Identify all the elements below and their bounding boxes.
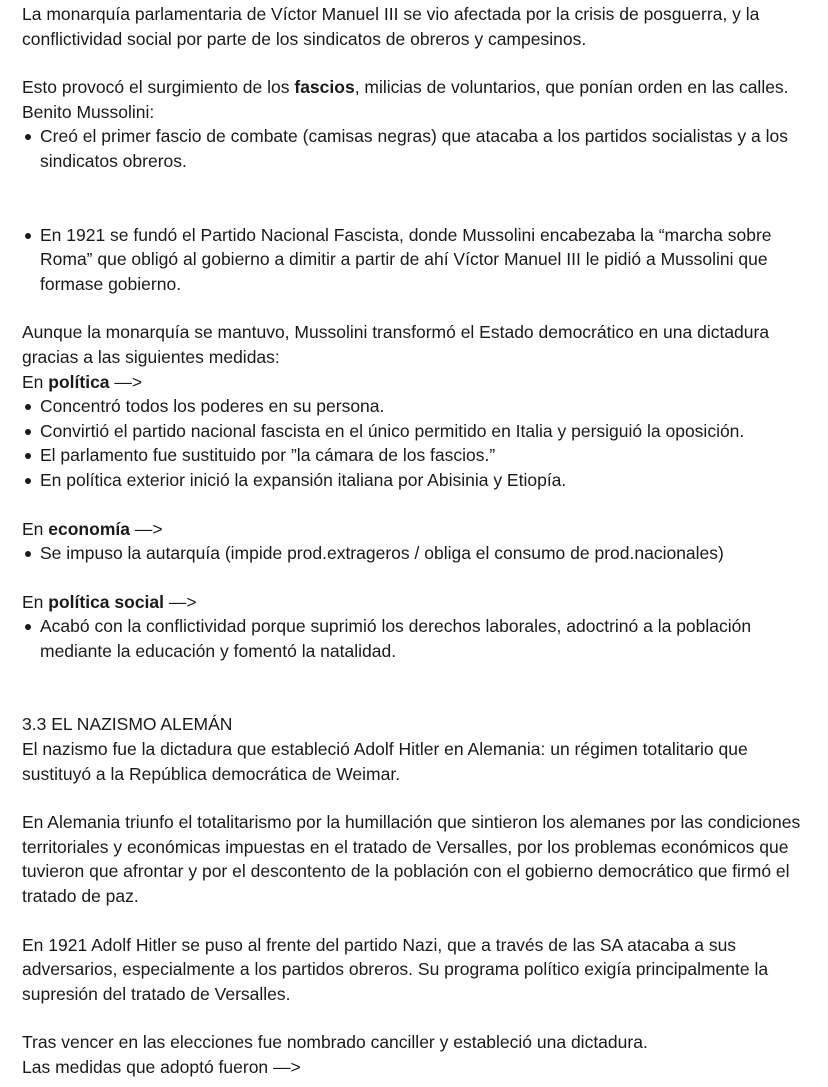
nazismo-paragraph-2: En Alemania triunfo el totalitarismo por la humillación que sintieron los alemanes por las condiciones territoriales y económicas impuestas en el tratado de Versalles, por los problemas económicos que tuvieron que afrontar y por el descontento de la población con el gobierno democrático que firmó el tratado de paz. (22, 812, 801, 907)
list-item: Concentró todos los poderes en su persona. (22, 394, 814, 419)
nazismo-paragraph-1: El nazismo fue la dictadura que estableció Adolf Hitler en Alemania: un régimen totalitario que sustituyó a la República democrática de Weimar. (22, 739, 748, 784)
heading-prefix: En (22, 518, 49, 539)
mussolini-party-list (22, 223, 814, 297)
bold-term-fascios: fascios (294, 77, 355, 98)
section-title-nazismo: 3.3 EL NAZISMO ALEMÁN (22, 714, 233, 735)
section-heading-economia (22, 517, 814, 542)
mussolini-actions-list (22, 124, 814, 173)
list-item: Creó el primer fascio de combate (camisas negras) que atacaba a los partidos socialistas y a los sindicatos obreros. (22, 124, 814, 173)
heading-arrow: —> (129, 518, 163, 539)
intro-paragraph-fascios (22, 75, 814, 124)
heading-prefix: En (22, 591, 49, 612)
heading-prefix: En (22, 371, 49, 392)
heading-bold: política social (48, 591, 165, 612)
dictatorship-paragraph: Aunque la monarquía se mantuvo, Mussolini transformó el Estado democrático en una dictadura gracias a las siguientes medidas: (22, 322, 770, 367)
nazismo-paragraph-4-line-2: Las medidas que adoptó fueron —> (22, 1057, 301, 1077)
spacer (22, 663, 814, 712)
nazismo-paragraph-4-line-1: Tras vencer en las elecciones fue nombrado canciller y estableció una dictadura. (22, 1032, 648, 1053)
heading-arrow: —> (109, 371, 143, 392)
politica-social-list (22, 614, 814, 663)
list-item: Convirtió el partido nacional fascista en el único permitido en Italia y persiguió la oposición. (22, 419, 814, 444)
spacer (22, 51, 814, 75)
section-heading-politica-social (22, 590, 814, 615)
list-item: En política exterior inició la expansión italiana por Abisinia y Etiopía. (22, 468, 814, 493)
economia-list (22, 541, 814, 566)
text-fragment: Esto provocó el surgimiento de los (22, 77, 295, 98)
spacer (22, 1006, 814, 1030)
text-fragment: , milicias de voluntarios, que ponían orden en las calles. Benito Mussolini: (22, 77, 789, 122)
heading-bold: política (48, 371, 110, 392)
spacer (22, 493, 814, 517)
nazismo-paragraph-3: En 1921 Adolf Hitler se puso al frente del partido Nazi, que a través de las SA atacaba a sus adversarios, especialmente a los partidos obreros. Su programa político exigía principalmente la supresión del tratado de Versalles. (22, 934, 769, 1004)
list-item: El parlamento fue sustituido por ”la cámara de los fascios.” (22, 443, 814, 468)
politica-list (22, 394, 814, 492)
intro-paragraph-crisis: La monarquía parlamentaria de Víctor Manuel III se vio afectada por la crisis de posguerra, y la conflictividad social por parte de los sindicatos de obreros y campesinos. (22, 4, 760, 49)
spacer (22, 174, 814, 223)
spacer (22, 296, 814, 320)
heading-bold: economía (48, 518, 130, 539)
heading-arrow: —> (164, 591, 197, 612)
list-item: En 1921 se fundó el Partido Nacional Fascista, donde Mussolini encabezaba la “marcha sobre Roma” que obligó al gobierno a dimitir a partir de ahí Víctor Manuel III le pidió a Mussolini que formase gobierno. (22, 223, 814, 297)
spacer (22, 786, 814, 810)
list-item: Se impuso la autarquía (impide prod.extrageros / obliga el consumo de prod.nacionales) (22, 541, 814, 566)
spacer (22, 909, 814, 933)
section-heading-politica (22, 370, 814, 395)
list-item: Acabó con la conflictividad porque suprimió los derechos laborales, adoctrinó a la población mediante la educación y fomentó la natalidad. (22, 614, 814, 663)
spacer (22, 566, 814, 590)
